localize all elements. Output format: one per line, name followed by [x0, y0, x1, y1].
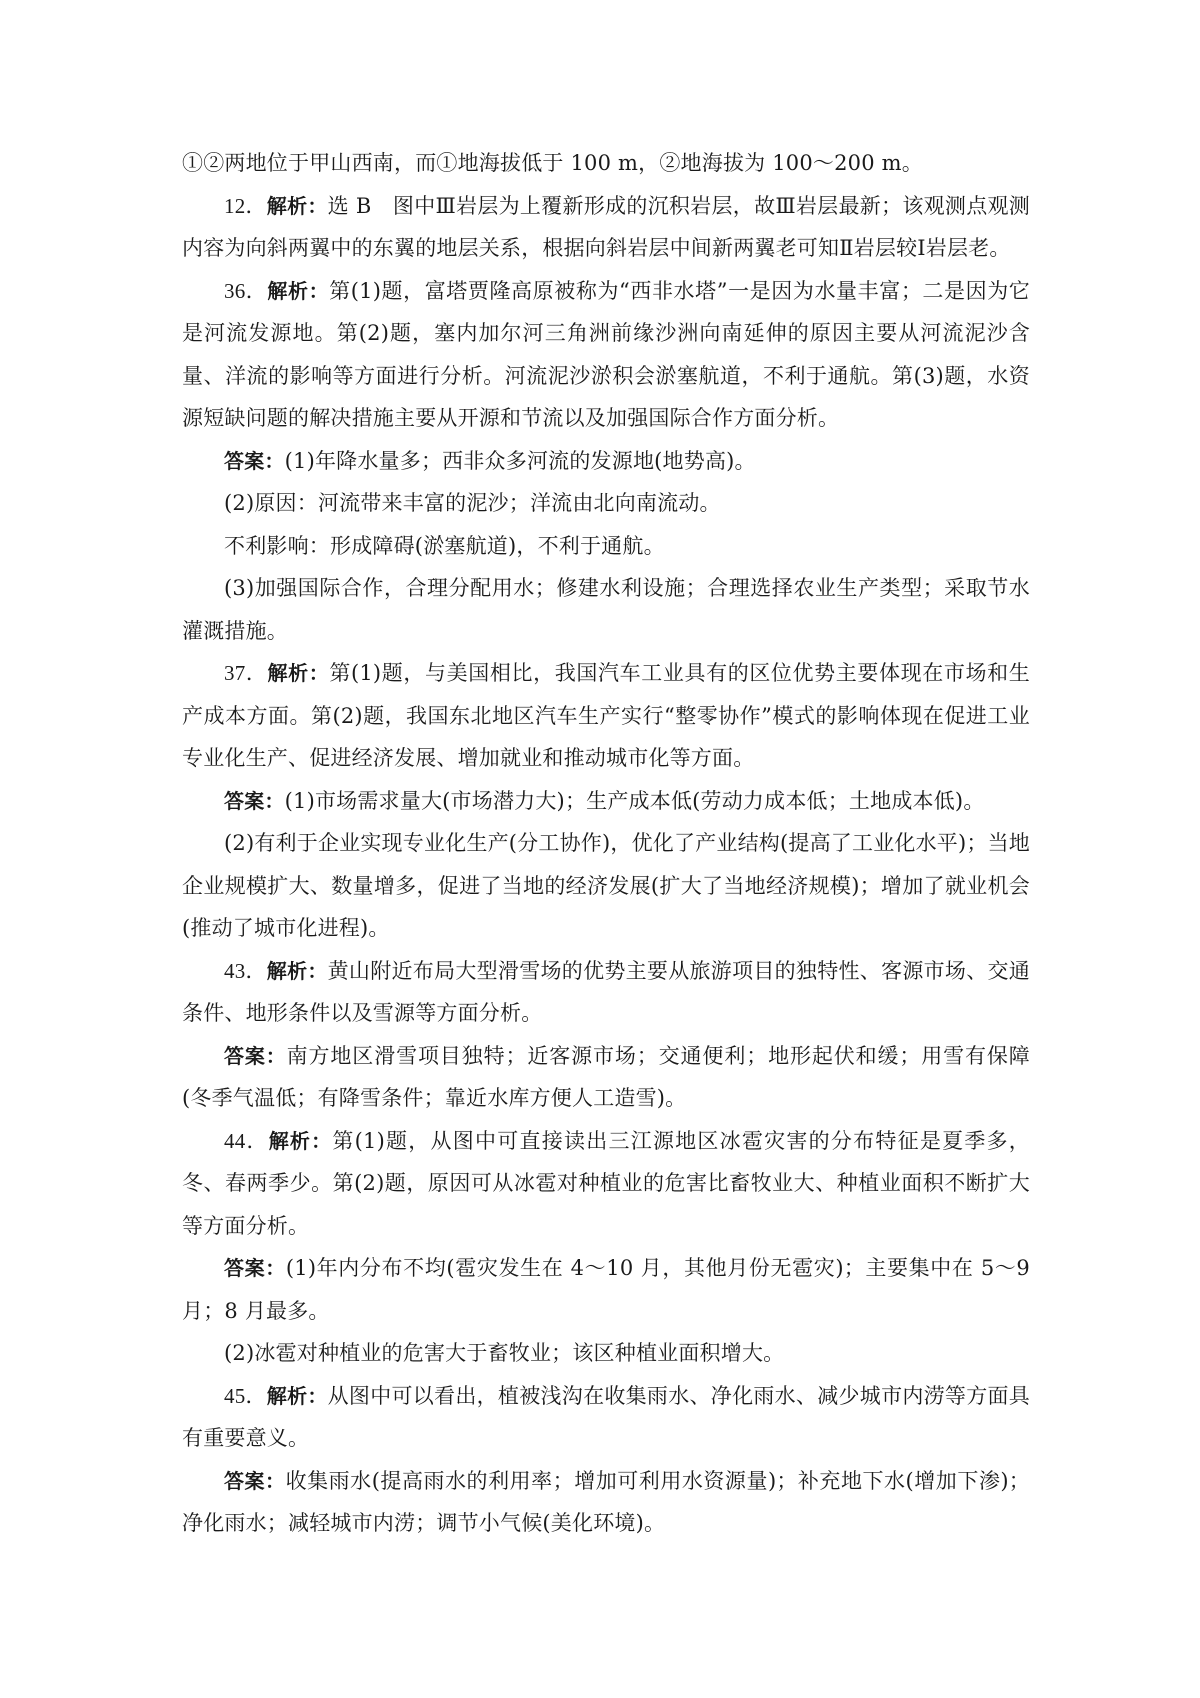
analysis-text: 从图中可以看出，植被浅沟在收集雨水、净化雨水、减少城市内涝等方面具有重要意义。	[182, 1383, 1030, 1450]
analysis-label: 解析：	[266, 958, 328, 983]
paragraph	[182, 142, 1030, 185]
analysis-36	[182, 270, 1030, 440]
answer-44-part2	[182, 1332, 1030, 1375]
answer-text: (1)市场需求量大(市场潜力大)；生产成本低(劳动力成本低；土地成本低)。	[284, 788, 985, 813]
analysis-text: 选 B 图中Ⅲ岩层为上覆新形成的沉积岩层，故Ⅲ岩层最新；该观测点观测内容为向斜两翼中的东翼的地层关系，根据向斜岩层中间新两翼老可知Ⅱ岩层较Ⅰ岩层老。	[182, 193, 1030, 260]
answer-text: (2)有利于企业实现专业化生产(分工协作)，优化了产业结构(提高了工业化水平)；当地企业规模扩大、数量增多，促进了当地的经济发展(扩大了当地经济规模)；增加了就业机会(推动了城市化进程)。	[182, 831, 1030, 940]
answer-36-part2b	[182, 525, 1030, 568]
analysis-37	[182, 652, 1030, 780]
analysis-45	[182, 1375, 1030, 1460]
analysis-label: 解析：	[267, 278, 330, 303]
answer-44	[182, 1247, 1030, 1332]
analysis-label: 解析：	[268, 1128, 333, 1153]
analysis-text: 第(1)题，与美国相比，我国汽车工业具有的区位优势主要体现在市场和生产成本方面。第(2)题，我国东北地区汽车生产实行“整零协作”模式的影响体现在促进工业专业化生产、促进经济发展、增加就业和推动城市化等方面。	[182, 661, 1030, 770]
document-page	[182, 142, 1030, 1545]
question-number: 45．	[224, 1383, 267, 1408]
answer-text: (1)年内分布不均(雹灾发生在 4～10 月，其他月份无雹灾)；主要集中在 5～9 月；8 月最多。	[182, 1256, 1030, 1323]
paragraph-text: ①②两地位于甲山西南，而①地海拔低于 100 m，②地海拔为 100～200 m。	[182, 151, 923, 175]
analysis-label: 解析：	[267, 661, 330, 685]
answer-text: 南方地区滑雪项目独特；近客源市场；交通便利；地形起伏和缓；用雪有保障(冬季气温低；有降雪条件；靠近水库方便人工造雪)。	[182, 1043, 1030, 1110]
answer-36-part2	[182, 482, 1030, 525]
answer-43	[182, 1035, 1030, 1120]
analysis-text: 黄山附近布局大型滑雪场的优势主要从旅游项目的独特性、客源市场、交通条件、地形条件以及雪源等方面分析。	[182, 958, 1030, 1025]
analysis-text: 第(1)题，富塔贾隆高原被称为“西非水塔”一是因为水量丰富；二是因为它是河流发源地。第(2)题，塞内加尔河三角洲前缘沙洲向南延伸的原因主要从河流泥沙含量、洋流的影响等方面进行分析。河流泥沙淤积会淤塞航道，不利于通航。第(3)题，水资源短缺问题的解决措施主要从开源和节流以及加强国际合作方面分析。	[182, 278, 1030, 430]
analysis-label: 解析：	[266, 1383, 328, 1408]
question-number: 12．	[224, 193, 267, 218]
answer-label: 答案：	[224, 788, 285, 813]
answer-text: 收集雨水(提高雨水的利用率；增加可利用水资源量)；补充地下水(增加下渗)；净化雨水；减轻城市内涝；调节小气候(美化环境)。	[182, 1468, 1030, 1535]
question-number: 37．	[224, 661, 268, 685]
analysis-text: 第(1)题，从图中可直接读出三江源地区冰雹灾害的分布特征是夏季多，冬、春两季少。第(2)题，原因可从冰雹对种植业的危害比畜牧业大、种植业面积不断扩大等方面分析。	[182, 1128, 1030, 1238]
analysis-43	[182, 950, 1030, 1035]
answer-label: 答案：	[224, 448, 285, 473]
answer-37	[182, 780, 1030, 823]
analysis-44	[182, 1120, 1030, 1248]
analysis-label: 解析：	[266, 193, 328, 218]
answer-label: 答案：	[224, 1043, 287, 1068]
answer-text: (2)原因：河流带来丰富的泥沙；洋流由北向南流动。	[224, 491, 721, 515]
answer-label: 答案：	[224, 1468, 286, 1493]
answer-37-part2	[182, 822, 1030, 950]
answer-text: (2)冰雹对种植业的危害大于畜牧业；该区种植业面积增大。	[224, 1341, 785, 1365]
question-number: 44．	[224, 1128, 269, 1153]
analysis-12	[182, 185, 1030, 270]
answer-text: 不利影响：形成障碍(淤塞航道)，不利于通航。	[224, 533, 665, 558]
answer-text: (3)加强国际合作，合理分配用水；修建水利设施；合理选择农业生产类型；采取节水灌溉措施。	[182, 576, 1030, 643]
answer-36	[182, 440, 1030, 483]
question-number: 43．	[224, 958, 267, 983]
answer-45	[182, 1460, 1030, 1545]
answer-text: (1)年降水量多；西非众多河流的发源地(地势高)。	[284, 448, 756, 473]
question-number: 36．	[224, 278, 268, 303]
answer-36-part3	[182, 567, 1030, 652]
answer-label: 答案：	[224, 1256, 286, 1280]
